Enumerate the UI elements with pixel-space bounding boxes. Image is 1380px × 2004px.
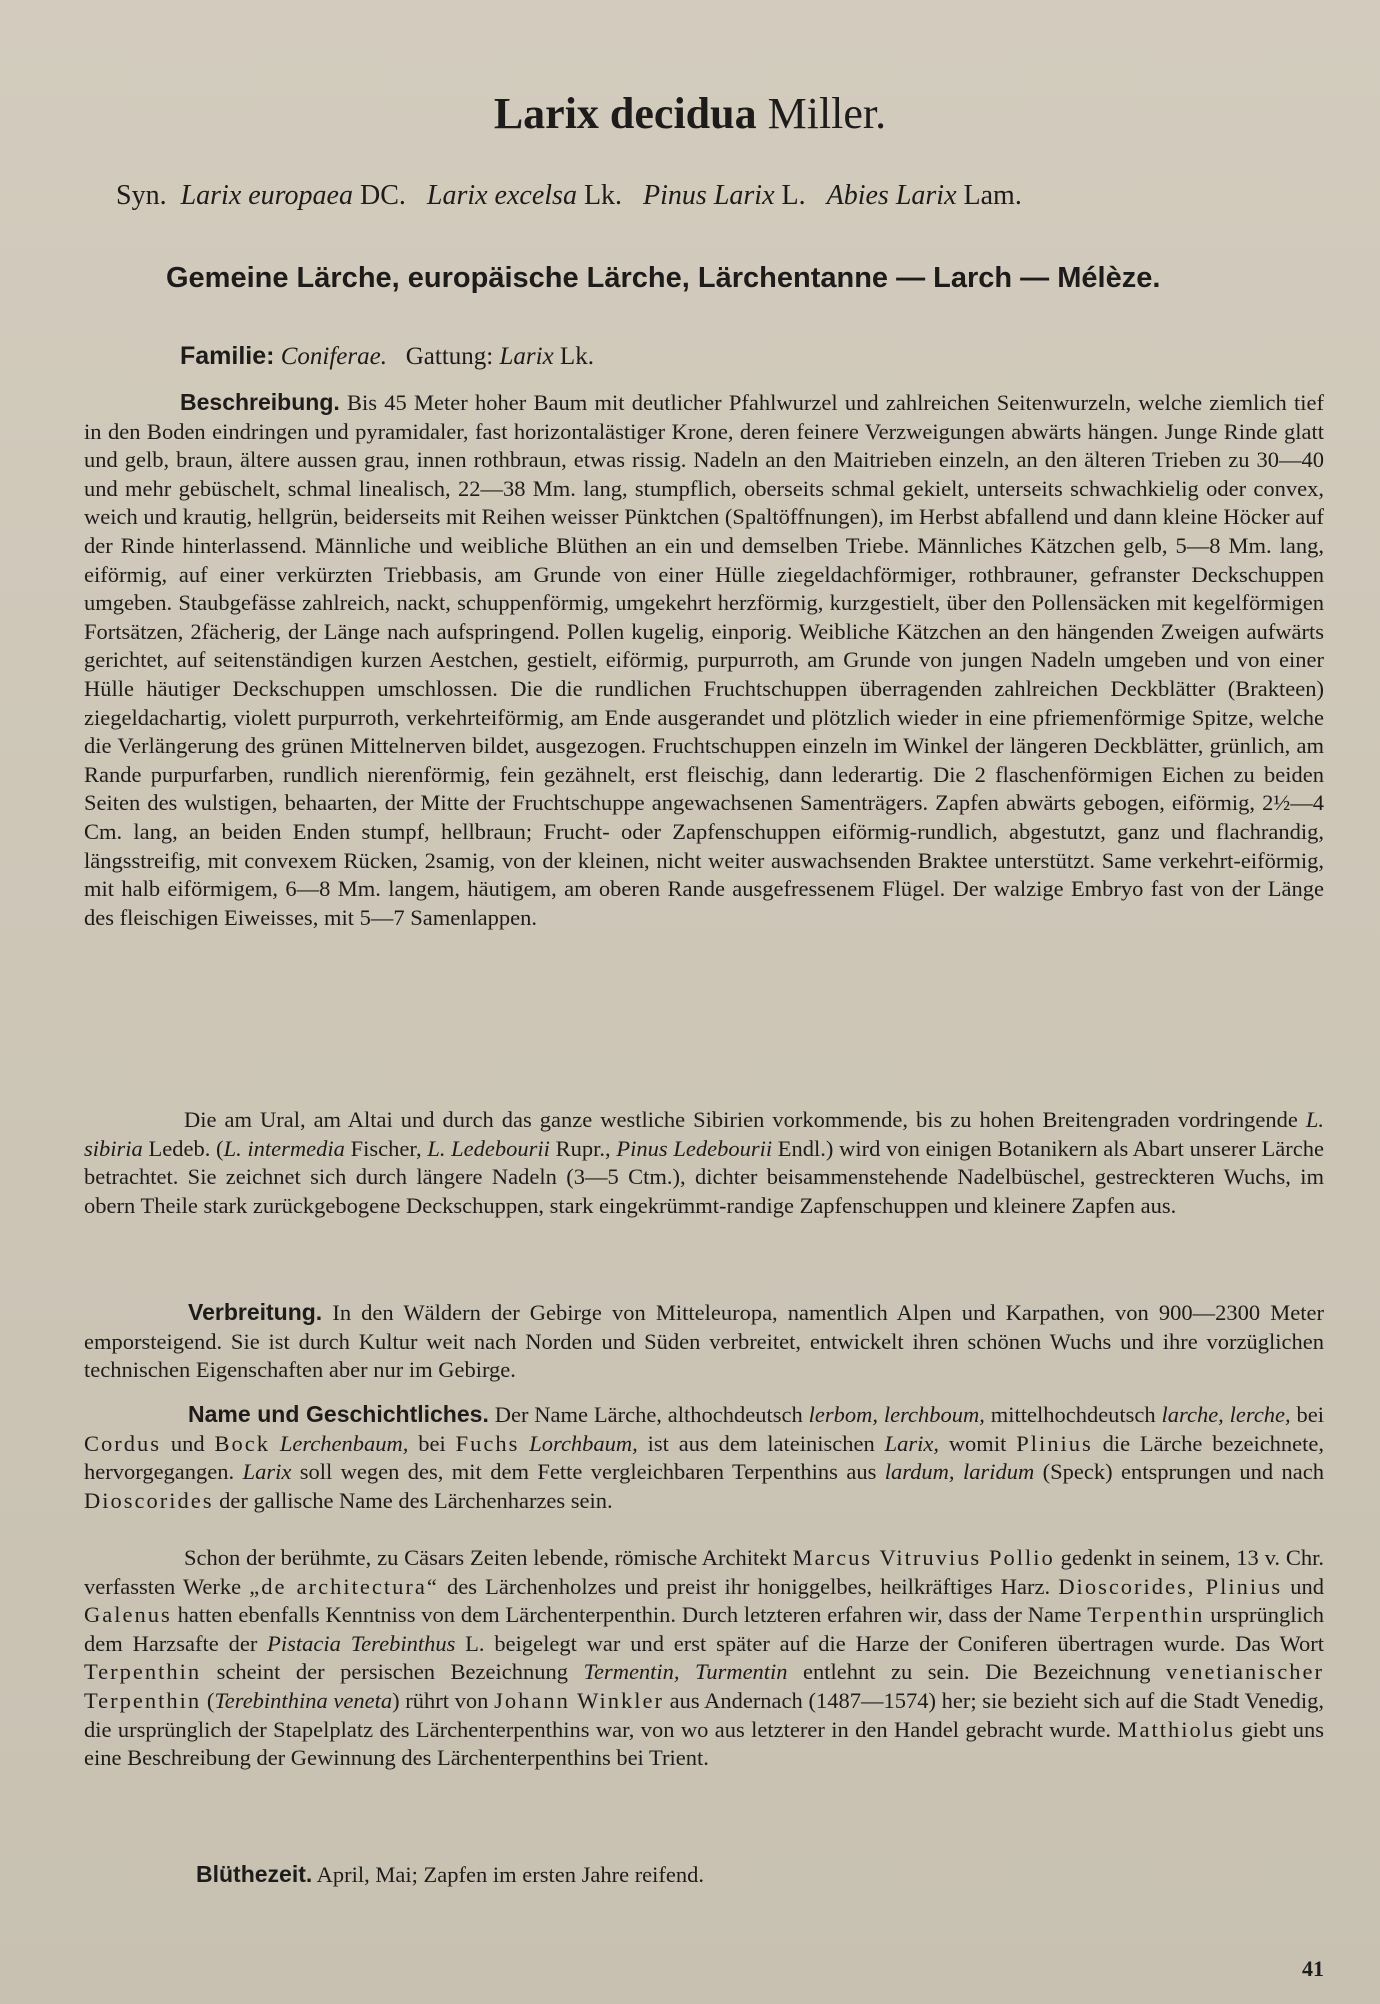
beschreibung-label: Beschreibung. xyxy=(180,389,340,415)
spaced-name: Marcus Vitruvius Pollio xyxy=(792,1545,1055,1570)
sibirien-paragraph xyxy=(84,1106,1324,1220)
italic-name: Pinus Ledebourii xyxy=(616,1135,773,1161)
text-run: die Lärche bezeichnete, hervorgegangen. xyxy=(84,1430,1325,1485)
text-run: Schon der berühmte, zu Cäsars Zeiten lebende, römische Architekt xyxy=(184,1545,793,1570)
italic-name: larche, lerche, xyxy=(1161,1402,1291,1427)
synonym-author: Lam. xyxy=(963,180,1022,211)
italic-name: Larix xyxy=(242,1459,292,1485)
italic-name: Termentin, Turmentin xyxy=(583,1659,788,1685)
title-species: Larix decidua xyxy=(493,89,757,138)
text-run: Fischer, xyxy=(344,1135,428,1161)
synonyms-prefix: Syn. xyxy=(116,180,167,211)
text-run: scheint der persischen Bezeichnung xyxy=(201,1659,584,1685)
familie-line xyxy=(180,342,594,371)
spaced-name: Terpenthin xyxy=(84,1659,202,1685)
verbreitung-label: Verbreitung. xyxy=(188,1299,323,1325)
text-run: mittelhochdeutsch xyxy=(984,1402,1162,1427)
verbreitung-text: In den Wäldern der Gebirge von Mitteleuropa, namentlich Alpen und Karpathen, von 900—2300 Meter emporsteigend. Sie ist durch Kultur weit nach Norden und Süden verbreitet, entwickelt ihren schönen Wuchs und ihre vorzüglichen technischen Eigenschaften aber nur im Gebirge. xyxy=(84,1300,1325,1383)
text-run: bei xyxy=(408,1430,456,1456)
synonym-name: Abies Larix xyxy=(826,180,957,211)
spaced-name: venetianischer Terpenthin xyxy=(84,1659,1324,1713)
page-number: 41 xyxy=(1302,1956,1324,1981)
spaced-name: Dioscorides xyxy=(84,1487,214,1513)
synonym-author: L. xyxy=(781,180,806,211)
beschreibung-paragraph xyxy=(84,388,1324,932)
text-run: soll wegen des, mit dem Fette vergleichbaren Terpenthins aus xyxy=(291,1459,885,1485)
bluethezeit-label: Blüthezeit. xyxy=(196,1861,313,1887)
italic-name: Terebinthina veneta xyxy=(214,1687,393,1713)
synonym-name: Pinus Larix xyxy=(643,180,775,211)
text-run: entlehnt zu sein. Die Bezeichnung xyxy=(787,1659,1167,1685)
synonyms-line xyxy=(116,180,1316,212)
text-run: Rupr., xyxy=(549,1135,617,1161)
text-run: und xyxy=(1282,1573,1325,1599)
italic-name: L. Ledebourii xyxy=(427,1135,550,1161)
text-run: ist aus dem lateinischen xyxy=(637,1430,885,1456)
spaced-name: Terpenthin xyxy=(1087,1602,1205,1628)
familie-value: Coniferae. xyxy=(280,343,387,370)
text-run: Endl.) wird von einigen Botanikern als Abart unserer Lärche betrachtet. Sie zeichnet sich durch längere Nadeln (3—5 Ctm.), dichter beisammenstehende Nadelbüschel, gestreckteren Wuchs, im obern Theile stark zurückgebogene Deckschuppen, stark eingekrümmt-randige Zapfenschuppen und kleinere Zapfen aus. xyxy=(84,1135,1325,1218)
text-run: aus Andernach (1487—1574) her; sie bezieht sich auf die Stadt Venedig, die ursprünglich der Stapelplatz des Lärchenterpenthins war, von wo aus letzterer in den Handel gebracht wurde. xyxy=(84,1687,1325,1742)
text-run: (Speck) entsprungen und nach xyxy=(1034,1459,1325,1485)
gattung-value: Larix xyxy=(499,343,554,370)
text-run: womit xyxy=(938,1430,1017,1456)
name-paragraph xyxy=(84,1400,1324,1515)
common-names: Gemeine Lärche, europäische Lärche, Lärchentanne — Larch — Mélèze. xyxy=(166,262,1161,294)
familie-label: Familie: xyxy=(180,342,275,370)
gattung-author: Lk. xyxy=(559,343,594,370)
italic-name: Lorchbaum, xyxy=(529,1430,638,1456)
verbreitung-paragraph xyxy=(84,1298,1324,1385)
spaced-name: Dioscorides, Plinius xyxy=(1058,1573,1283,1599)
text-run: und xyxy=(161,1430,215,1456)
text-run: bei xyxy=(1290,1402,1325,1427)
text-run xyxy=(270,1431,280,1456)
spaced-name: Fuchs xyxy=(455,1430,520,1456)
synonym-author: Lk. xyxy=(583,180,623,211)
text-run: Der Name Lärche, althochdeutsch xyxy=(494,1402,809,1427)
text-run: ) rührt von xyxy=(392,1687,495,1713)
italic-name: L. intermedia xyxy=(223,1135,345,1161)
text-run: giebt uns eine Beschreibung der Gewinnung des Lärchenterpenthins bei Trient. xyxy=(84,1716,1324,1771)
page-title xyxy=(0,88,1380,139)
italic-name: L. sibiria xyxy=(84,1107,1324,1161)
text-run: der gallische Name des Lärchenharzes sein. xyxy=(213,1487,613,1513)
text-run: Die am Ural, am Altai und durch das ganze westliche Sibirien vorkommende, bis zu hohen Breitengraden vordringende xyxy=(184,1107,1306,1132)
italic-name: Lerchenbaum, xyxy=(279,1430,409,1456)
italic-name: Larix, xyxy=(884,1430,939,1456)
text-run: hatten ebenfalls Kenntniss von dem Lärchenterpenthin. Durch letzteren erfahren wir, dass der Name xyxy=(171,1602,1088,1628)
text-run xyxy=(519,1431,529,1456)
spaced-name: Cordus xyxy=(84,1430,162,1456)
title-author: Miller. xyxy=(767,89,887,138)
spaced-name: Plinius xyxy=(1016,1430,1093,1456)
spaced-name: Matthiolus xyxy=(1117,1716,1235,1742)
italic-name: Pistacia Terebinthus xyxy=(267,1630,456,1656)
name-label: Name und Geschichtliches. xyxy=(188,1401,489,1427)
spaced-name: Bock xyxy=(214,1430,270,1456)
gattung-label: Gattung: xyxy=(405,343,494,370)
beschreibung-text: Bis 45 Meter hoher Baum mit deutlicher Pfahlwurzel und zahlreichen Seitenwurzeln, welche ziemlich tief in den Boden eindringen und pyramidaler, fast horizontalästiger Krone, deren feinere Verzweigungen abwärts hängen. Junge Rinde glatt und gelb, braun, ältere aussen grau, innen rothbraun, etwas rissig. Nadeln an den Maitrieben einzeln, an den älteren Trieben zu 30—40 und mehr gebüschelt, schmal linealisch, 22—38 Mm. lang, stumpflich, oberseits schmal gekielt, unterseits schwachkielig oder convex, weich und krautig, hellgrün, beiderseits mit Reihen weisser Pünktchen (Spaltöffnungen), im Herbst abfallend und dann kleine Höcker auf der Rinde hinterlassend. Männliche und weibliche Blüthen an ein und demselben Triebe. Männliches Kätzchen gelb, 5—8 Mm. lang, eiförmig, auf einer verkürzten Triebbasis, am Grunde von einer Hülle ziegeldachförmiger, rothbrauner, gefranster Deckschuppen umgeben. Staubgefässe zahlreich, nackt, schuppenförmig, umgekehrt herzförmig, kurzgestielt, über den Pollensäcken mit kegelförmigen Fortsätzen, 2fächerig, der Länge nach aufspringend. Pollen kugelig, einporig. Weibliche Kätzchen an den hängenden Zweigen aufwärts gerichtet, auf seitenständigen kurzen Aestchen, gestielt, eiförmig, purpurroth, am Grunde von jungen Nadeln umgeben und von einer Hülle häutiger Deckschuppen umschlossen. Die die rundlichen Fruchtschuppen überragenden zahlreichen Deckblätter (Brakteen) ziegeldachartig, violett purpurroth, verkehrteiförmig, am Ende ausgerandet und plötzlich wieder in eine pfriemenförmige Spitze, welche die Verlängerung des grünen Mittelnerven bildet, ausgezogen. Fruchtschuppen einzeln im Winkel der längeren Deckblätter, grünlich, am Rande purpurfarben, rundlich nierenförmig, fein gezähnelt, erst fleischig, dann lederartig. Die 2 flaschenförmigen Eichen zu beiden Seiten des wulstigen, behaarten, der Mitte der Fruchtschuppe angewachsenen Samenträgers. Zapfen abwärts gebogen, eiförmig, 2½—4 Cm. lang, an beiden Enden stumpf, hellbraun; Frucht- oder Zapfenschuppen eiförmig-rundlich, abgestutzt, ganz und flachrandig, längsstreifig, mit convexem Rücken, 2samig, von der kleinen, nicht weiter auswachsenden Braktee unterstützt. Same verkehrt-eiförmig, mit halb eiförmigem, 6—8 Mm. langem, häutigem, am oberen Rande ausgefressenem Flügel. Der walzige Embryo fast von der Länge des fleischigen Eiweisses, mit 5—7 Samenlappen. xyxy=(84,390,1325,930)
synonym-author: DC. xyxy=(359,180,406,211)
italic-name: lerbom, lerchboum, xyxy=(808,1402,985,1427)
text-run: ursprünglich dem Harzsafte der xyxy=(84,1602,1324,1656)
bluethezeit-text: April, Mai; Zapfen im ersten Jahre reifend. xyxy=(316,1862,705,1887)
spaced-name: „de architectura“ xyxy=(249,1573,439,1599)
synonym-name: Larix europaea xyxy=(180,180,353,211)
spaced-name: Galenus xyxy=(84,1602,172,1628)
spaced-name: Johann Winkler xyxy=(494,1687,664,1713)
text-run: Ledeb. ( xyxy=(142,1135,224,1161)
text-run: ( xyxy=(201,1687,215,1713)
bluethezeit-paragraph xyxy=(196,1860,1296,1890)
text-run: gedenkt in seinem, 13 v. Chr. verfassten Werke xyxy=(84,1545,1324,1599)
text-run: L. beigelegt war und erst später auf die Harze der Coniferen übertragen wurde. Das Wort xyxy=(455,1630,1325,1656)
italic-name: lardum, laridum xyxy=(884,1459,1035,1485)
text-run: des Lärchenholzes und preist ihr honiggelbes, heilkräftiges Harz. xyxy=(438,1573,1059,1599)
synonym-name: Larix excelsa xyxy=(426,180,577,211)
schon-paragraph xyxy=(84,1544,1324,1773)
